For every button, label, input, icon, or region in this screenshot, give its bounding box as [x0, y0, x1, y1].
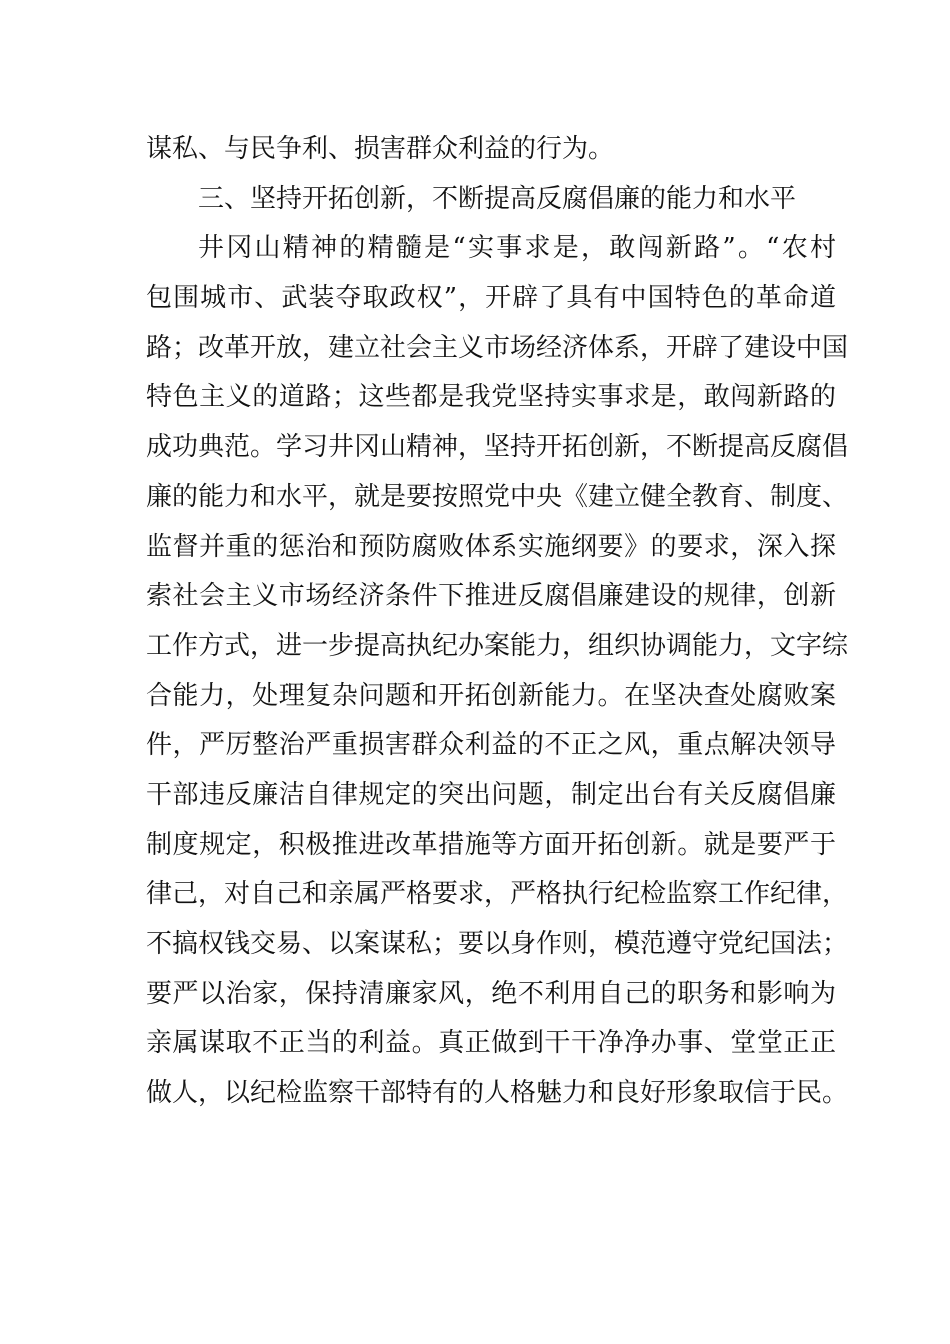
- paragraph-line: 做人，以纪检监察干部特有的人格魅力和良好形象取信于民。: [146, 1078, 849, 1109]
- paragraph-line: 件，严厉整治严重损害群众利益的不正之风，重点解决领导: [146, 730, 836, 761]
- paragraph-line: 律己，对自己和亲属严格要求，严格执行纪检监察工作纪律，: [146, 879, 849, 910]
- paragraph-line: 干部违反廉洁自律规定的突出问题，制定出台有关反腐倡廉: [146, 779, 836, 810]
- paragraph-line: 不搞权钱交易、以案谋私；要以身作则，模范遵守党纪国法；: [146, 929, 849, 959]
- paragraph-line: 路；改革开放，建立社会主义市场经济体系，开辟了建设中国: [146, 332, 849, 363]
- paragraph-line: 谋私、与民争利、损害群众利益的行为。: [146, 134, 615, 164]
- paragraph-line: 监督并重的惩治和预防腐败体系实施纲要》的要求，深入探: [146, 531, 836, 562]
- paragraph-line: 井冈山精神的精髓是“实事求是，敢闯新路”。“农村: [198, 233, 836, 264]
- section-heading: 三、坚持开拓创新，不断提高反腐倡廉的能力和水平: [198, 183, 797, 214]
- paragraph-line: 包围城市、武装夺取政权”，开辟了具有中国特色的革命道: [146, 283, 836, 314]
- paragraph-line: 工作方式，进一步提高执纪办案能力，组织协调能力，文字综: [146, 630, 849, 661]
- paragraph-line: 廉的能力和水平，就是要按照党中央《建立健全教育、制度、: [146, 481, 849, 512]
- paragraph-line: 亲属谋取不正当的利益。真正做到干干净净办事、堂堂正正: [146, 1028, 836, 1059]
- document-body: [146, 125, 849, 1119]
- paragraph-line: 特色主义的道路；这些都是我党坚持实事求是，敢闯新路的: [146, 382, 836, 413]
- paragraph-line: 索社会主义市场经济条件下推进反腐倡廉建设的规律，创新: [146, 581, 836, 612]
- paragraph-line: 要严以治家，保持清廉家风，绝不利用自己的职务和影响为: [146, 978, 836, 1009]
- paragraph-line: 制度规定，积极推进改革措施等方面开拓创新。就是要严于: [146, 829, 836, 860]
- paragraph-line: 成功典范。学习井冈山精神，坚持开拓创新，不断提高反腐倡: [146, 432, 849, 463]
- paragraph-line: 合能力，处理复杂问题和开拓创新能力。在坚决查处腐败案: [146, 680, 836, 711]
